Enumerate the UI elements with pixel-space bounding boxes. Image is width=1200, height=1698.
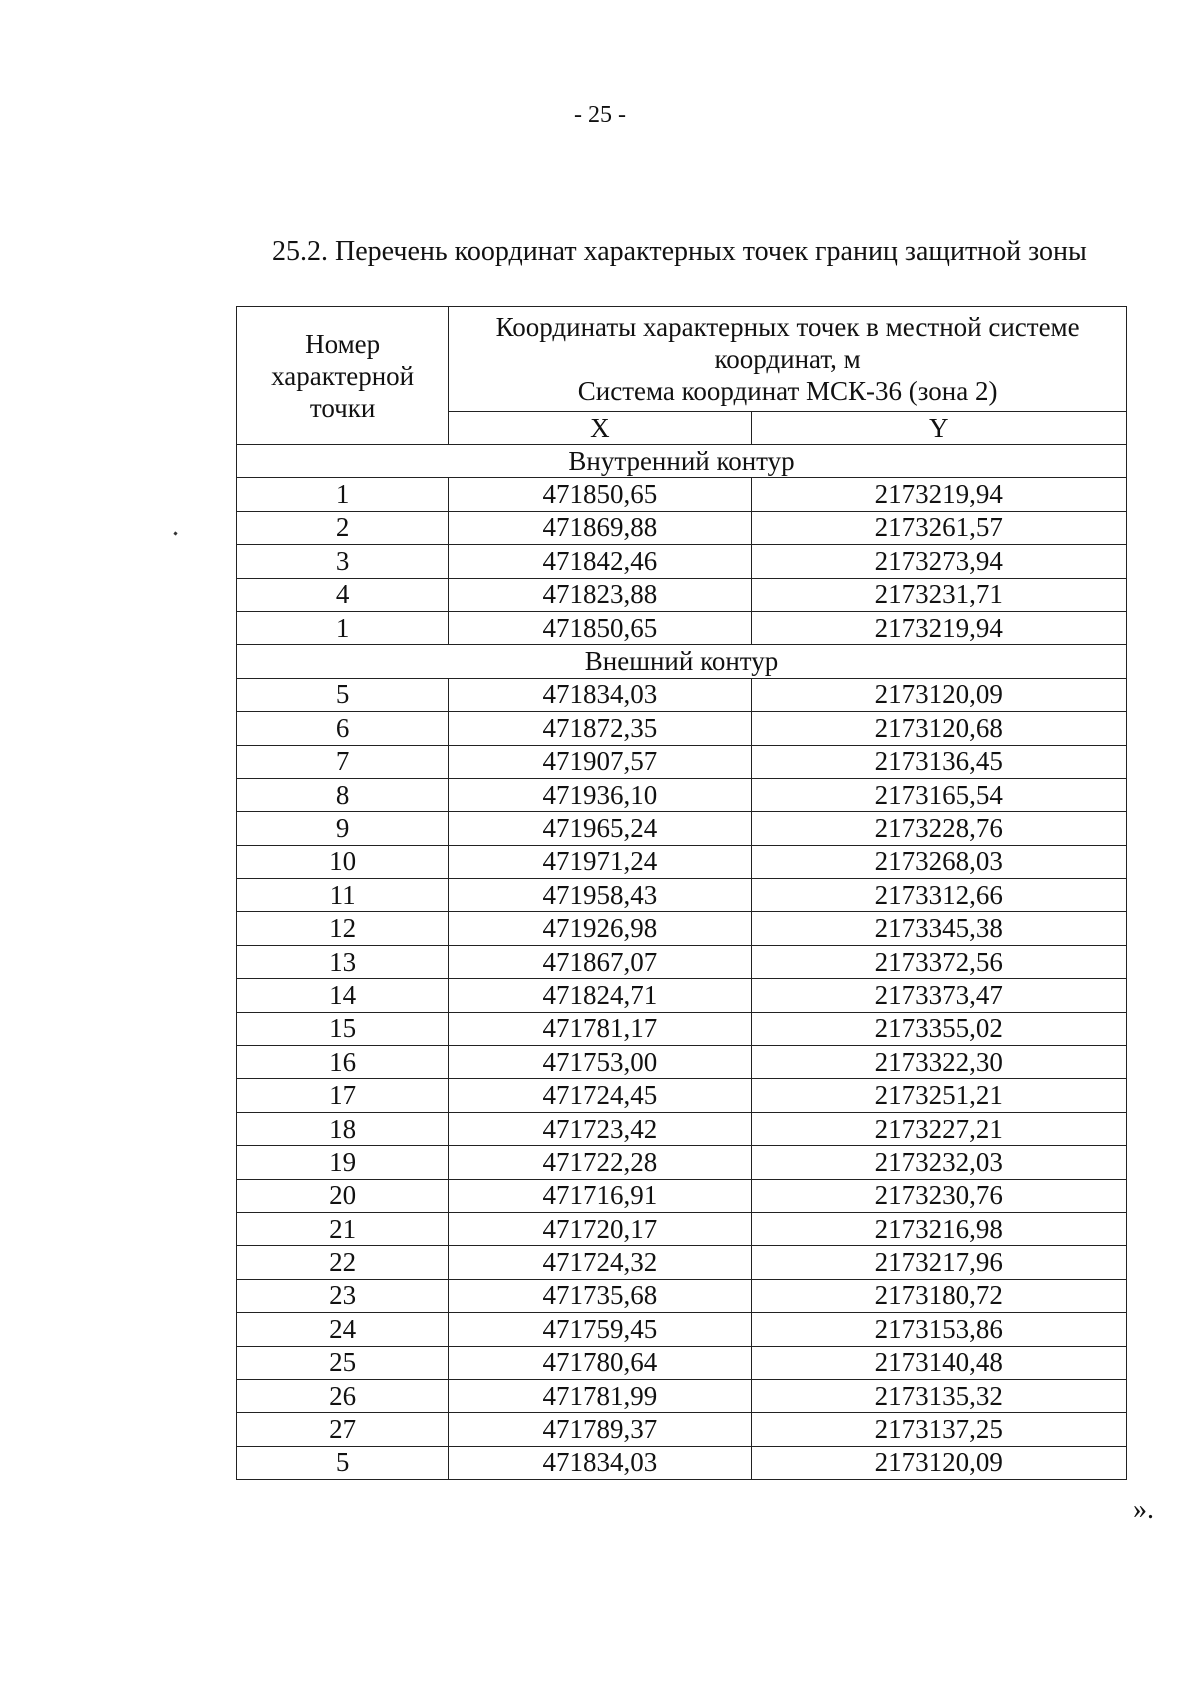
- y-coordinate-cell: 2173217,96: [751, 1246, 1126, 1279]
- x-coordinate-cell: 471781,99: [449, 1379, 751, 1412]
- table-body: [237, 445, 1127, 1480]
- x-coordinate-cell: 471971,24: [449, 845, 751, 878]
- x-coordinate-cell: 471753,00: [449, 1046, 751, 1079]
- y-coordinate-cell: 2173232,03: [751, 1146, 1126, 1179]
- point-number-cell: 27: [237, 1413, 449, 1446]
- y-coordinate-cell: 2173135,32: [751, 1379, 1126, 1412]
- point-number-cell: 1: [237, 611, 449, 644]
- y-coordinate-cell: 2173165,54: [751, 778, 1126, 811]
- x-coordinate-cell: 471823,88: [449, 578, 751, 611]
- x-coordinate-cell: 471724,32: [449, 1246, 751, 1279]
- point-number-cell: 22: [237, 1246, 449, 1279]
- section-title: 25.2. Перечень координат характерных точек границ защитной зоны: [272, 236, 1087, 267]
- x-coordinate-cell: 471850,65: [449, 478, 751, 511]
- table-row: [237, 1413, 1127, 1446]
- y-coordinate-cell: 2173231,71: [751, 578, 1126, 611]
- table-row: [237, 1146, 1127, 1179]
- x-coordinate-cell: 471850,65: [449, 611, 751, 644]
- y-coordinate-cell: 2173322,30: [751, 1046, 1126, 1079]
- section-title-cell: Внешний контур: [237, 645, 1127, 678]
- table-row: [237, 812, 1127, 845]
- y-coordinate-cell: 2173120,09: [751, 1446, 1126, 1479]
- table-row: [237, 1379, 1127, 1412]
- header-coordinates-line3: Система координат МСК-36 (зона 2): [577, 376, 998, 406]
- x-coordinate-cell: 471958,43: [449, 879, 751, 912]
- x-coordinate-cell: 471834,03: [449, 678, 751, 711]
- point-number-cell: 25: [237, 1346, 449, 1379]
- point-number-cell: 16: [237, 1046, 449, 1079]
- y-coordinate-cell: 2173268,03: [751, 845, 1126, 878]
- y-coordinate-cell: 2173137,25: [751, 1413, 1126, 1446]
- point-number-cell: 19: [237, 1146, 449, 1179]
- table-row: [237, 1079, 1127, 1112]
- x-coordinate-cell: 471842,46: [449, 545, 751, 578]
- point-number-cell: 21: [237, 1212, 449, 1245]
- page-number: - 25 -: [574, 102, 626, 128]
- point-number-cell: 23: [237, 1279, 449, 1312]
- point-number-cell: 15: [237, 1012, 449, 1045]
- y-coordinate-cell: 2173120,68: [751, 712, 1126, 745]
- point-number-cell: 24: [237, 1313, 449, 1346]
- x-coordinate-cell: 471781,17: [449, 1012, 751, 1045]
- point-number-cell: 3: [237, 545, 449, 578]
- table-row: [237, 611, 1127, 644]
- table-row: [237, 845, 1127, 878]
- point-number-cell: 26: [237, 1379, 449, 1412]
- table-row: [237, 1179, 1127, 1212]
- point-number-cell: 12: [237, 912, 449, 945]
- y-coordinate-cell: 2173372,56: [751, 945, 1126, 978]
- table-row: [237, 912, 1127, 945]
- x-coordinate-cell: 471780,64: [449, 1346, 751, 1379]
- table-row: [237, 511, 1127, 544]
- x-coordinate-cell: 471716,91: [449, 1179, 751, 1212]
- table-row: [237, 879, 1127, 912]
- table-row: [237, 945, 1127, 978]
- point-number-cell: 9: [237, 812, 449, 845]
- header-coordinates: [449, 307, 1127, 412]
- point-number-cell: 17: [237, 1079, 449, 1112]
- table-row: [237, 1313, 1127, 1346]
- point-number-cell: 13: [237, 945, 449, 978]
- header-point-number: Номер характерной точки: [237, 307, 449, 445]
- table-row: [237, 578, 1127, 611]
- y-coordinate-cell: 2173230,76: [751, 1179, 1126, 1212]
- scan-speck: [173, 531, 177, 535]
- point-number-cell: 7: [237, 745, 449, 778]
- closing-quote: ».: [1133, 1494, 1154, 1525]
- table-row: [237, 979, 1127, 1012]
- y-coordinate-cell: 2173227,21: [751, 1112, 1126, 1145]
- table-row: [237, 545, 1127, 578]
- coordinates-table: [236, 306, 1127, 1480]
- y-coordinate-cell: 2173140,48: [751, 1346, 1126, 1379]
- table-row: [237, 1012, 1127, 1045]
- point-number-cell: 14: [237, 979, 449, 1012]
- y-coordinate-cell: 2173153,86: [751, 1313, 1126, 1346]
- x-coordinate-cell: 471720,17: [449, 1212, 751, 1245]
- header-coordinates-line2: координат, м: [714, 344, 861, 374]
- y-coordinate-cell: 2173312,66: [751, 879, 1126, 912]
- table-header: [237, 307, 1127, 445]
- y-coordinate-cell: 2173345,38: [751, 912, 1126, 945]
- y-coordinate-cell: 2173180,72: [751, 1279, 1126, 1312]
- x-coordinate-cell: 471789,37: [449, 1413, 751, 1446]
- point-number-cell: 1: [237, 478, 449, 511]
- y-coordinate-cell: 2173120,09: [751, 678, 1126, 711]
- x-coordinate-cell: 471834,03: [449, 1446, 751, 1479]
- section-row: [237, 445, 1127, 478]
- point-number-cell: 5: [237, 678, 449, 711]
- point-number-cell: 4: [237, 578, 449, 611]
- header-x: X: [449, 412, 751, 445]
- y-coordinate-cell: 2173273,94: [751, 545, 1126, 578]
- point-number-cell: 20: [237, 1179, 449, 1212]
- x-coordinate-cell: 471965,24: [449, 812, 751, 845]
- x-coordinate-cell: 471723,42: [449, 1112, 751, 1145]
- x-coordinate-cell: 471926,98: [449, 912, 751, 945]
- x-coordinate-cell: 471722,28: [449, 1146, 751, 1179]
- point-number-cell: 10: [237, 845, 449, 878]
- x-coordinate-cell: 471759,45: [449, 1313, 751, 1346]
- x-coordinate-cell: 471907,57: [449, 745, 751, 778]
- x-coordinate-cell: 471872,35: [449, 712, 751, 745]
- x-coordinate-cell: 471724,45: [449, 1079, 751, 1112]
- table-row: [237, 1446, 1127, 1479]
- x-coordinate-cell: 471936,10: [449, 778, 751, 811]
- y-coordinate-cell: 2173219,94: [751, 611, 1126, 644]
- table-row: [237, 1112, 1127, 1145]
- table-row: [237, 1279, 1127, 1312]
- point-number-cell: 5: [237, 1446, 449, 1479]
- y-coordinate-cell: 2173261,57: [751, 511, 1126, 544]
- table-row: [237, 1346, 1127, 1379]
- table-row: [237, 1246, 1127, 1279]
- point-number-cell: 2: [237, 511, 449, 544]
- header-coordinates-line1: Координаты характерных точек в местной системе: [495, 312, 1080, 342]
- x-coordinate-cell: 471869,88: [449, 511, 751, 544]
- point-number-cell: 8: [237, 778, 449, 811]
- table-row: [237, 678, 1127, 711]
- table-row: [237, 1046, 1127, 1079]
- y-coordinate-cell: 2173228,76: [751, 812, 1126, 845]
- y-coordinate-cell: 2173219,94: [751, 478, 1126, 511]
- x-coordinate-cell: 471735,68: [449, 1279, 751, 1312]
- y-coordinate-cell: 2173216,98: [751, 1212, 1126, 1245]
- x-coordinate-cell: 471867,07: [449, 945, 751, 978]
- point-number-cell: 6: [237, 712, 449, 745]
- y-coordinate-cell: 2173251,21: [751, 1079, 1126, 1112]
- x-coordinate-cell: 471824,71: [449, 979, 751, 1012]
- table-row: [237, 745, 1127, 778]
- section-row: [237, 645, 1127, 678]
- y-coordinate-cell: 2173373,47: [751, 979, 1126, 1012]
- table-row: [237, 1212, 1127, 1245]
- table-row: [237, 712, 1127, 745]
- table-row: [237, 778, 1127, 811]
- table-row: [237, 478, 1127, 511]
- y-coordinate-cell: 2173136,45: [751, 745, 1126, 778]
- point-number-cell: 18: [237, 1112, 449, 1145]
- section-title-cell: Внутренний контур: [237, 445, 1127, 478]
- header-y: Y: [751, 412, 1126, 445]
- y-coordinate-cell: 2173355,02: [751, 1012, 1126, 1045]
- point-number-cell: 11: [237, 879, 449, 912]
